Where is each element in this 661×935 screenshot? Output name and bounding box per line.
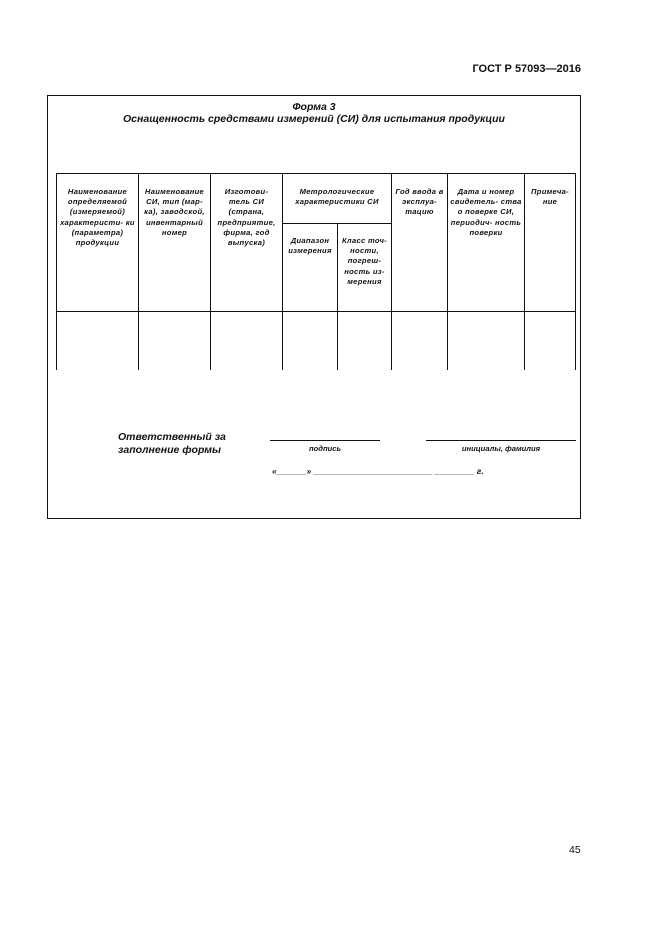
table-cell <box>448 312 525 371</box>
signature-line <box>270 440 380 441</box>
document-standard-number: ГОСТ Р 57093—2016 <box>472 63 581 75</box>
table-cell <box>139 312 211 371</box>
column-header-year: Год ввода в эксплуа- тацию <box>392 174 448 312</box>
table-cell <box>211 312 283 371</box>
column-header-accuracy: Класс точ- ности, погреш- ность из- мерения <box>338 224 392 312</box>
table-cell <box>57 312 139 371</box>
form-title: Форма 3 <box>292 101 336 113</box>
column-header-metrological: Метрологические характеристики СИ <box>283 174 392 224</box>
form-subtitle: Оснащенность средствами измерений (СИ) для испытания продукции <box>123 113 505 125</box>
column-header-product: Наименование определяемой (измеряемой) характеристи- ки (параметра) продукции <box>57 174 139 312</box>
equipment-table <box>56 173 576 370</box>
column-header-range: Диапазон измерения <box>283 224 338 312</box>
form-frame <box>47 95 581 519</box>
column-header-instrument: Наименование СИ, тип (мар- ка), заводской, инвентарный номер <box>139 174 211 312</box>
date-line: «______» ________________________ ________ г. <box>272 466 484 476</box>
table-cell <box>392 312 448 371</box>
page-number: 45 <box>569 844 581 856</box>
table-cell <box>283 312 338 371</box>
responsible-label-line: заполнение формы <box>118 444 221 456</box>
column-header-manufacturer: Изготови- тель СИ (страна, предприятие, фирма, год выпуска) <box>211 174 283 312</box>
signature-caption: подпись <box>309 444 341 453</box>
responsible-label-line: Ответственный за <box>118 431 226 443</box>
responsible-label <box>118 431 226 457</box>
table-cell <box>338 312 392 371</box>
name-line <box>426 440 576 441</box>
name-caption: инициалы, фамилия <box>461 444 541 453</box>
table-row <box>57 312 576 371</box>
table-cell <box>525 312 576 371</box>
column-header-verification: Дата и номер свидетель- ства о поверке СИ, периодич- ность поверки <box>448 174 525 312</box>
column-header-notes: Примеча- ние <box>525 174 576 312</box>
